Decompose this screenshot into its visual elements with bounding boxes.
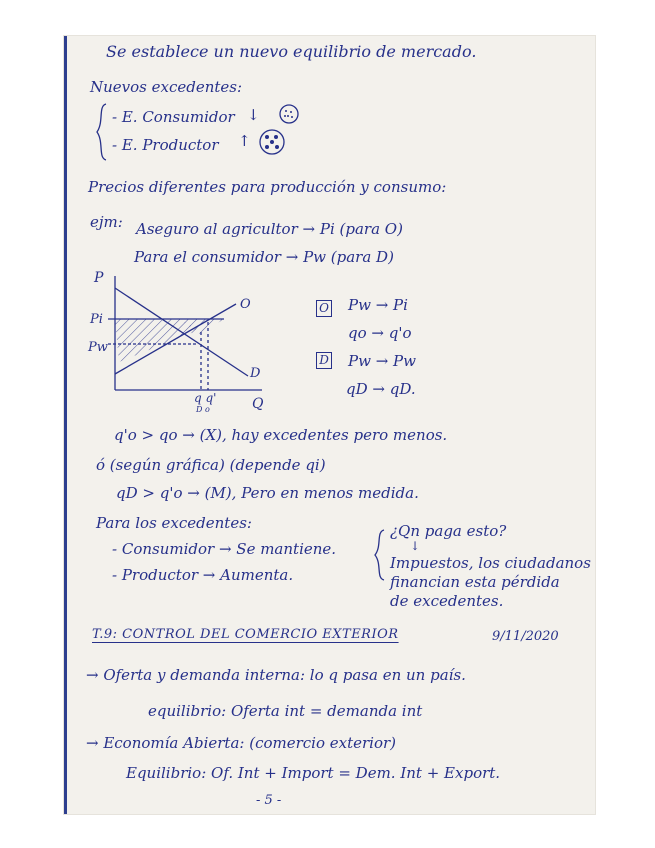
supply-row-price: Pw → Pi xyxy=(348,296,408,314)
dotted-circle-icon xyxy=(278,103,300,125)
line-open-economy: → Economía Abierta: (comercio exterior) xyxy=(86,734,397,752)
question-who-pays: ¿Qn paga esto? xyxy=(390,522,507,540)
line-of-surplus: de excedentes. xyxy=(390,592,504,610)
line-consumer-maintains: - Consumidor → Se mantiene. xyxy=(112,540,337,558)
bold-dotted-circle-icon xyxy=(258,128,286,156)
arrow-down-icon: ↓ xyxy=(247,106,260,124)
left-brace-icon xyxy=(372,528,386,582)
line-open-equilibrium: Equilibrio: Of. Int + Import = Dem. Int + Export. xyxy=(126,764,501,782)
supply-demand-graph xyxy=(84,262,274,422)
line-different-prices: Precios diferentes para producción y consumo: xyxy=(88,178,447,196)
line-internal-equilibrium: equilibrio: Oferta int = demanda int xyxy=(148,702,423,720)
line-according-graph: ó (según gráfica) (depende qi) xyxy=(96,456,326,474)
tick-label-q: q q' xyxy=(194,391,217,405)
line-taxes: Impuestos, los ciudadanos xyxy=(390,554,591,572)
arrow-up-icon: ↑ xyxy=(238,132,251,150)
line-comparison-2: qD > q'o → (M), Pero en menos medida. xyxy=(116,484,419,502)
topic-heading: T.9: CONTROL DEL COMERCIO EXTERIOR xyxy=(92,627,399,642)
line-producer-increases: - Productor → Aumenta. xyxy=(112,566,294,584)
label-pw: Pw xyxy=(88,340,108,355)
tick-label-sub: D o xyxy=(196,405,210,414)
line-new-equilibrium: Se establece un nuevo equilibrio de mercado. xyxy=(106,42,477,61)
label-pi: Pi xyxy=(90,312,103,327)
line-producer-surplus: - E. Productor xyxy=(112,136,219,154)
line-for-surplus: Para los excedentes: xyxy=(96,514,252,532)
line-farmer-price: Aseguro al agricultor → Pi (para O) xyxy=(136,220,403,238)
left-brace-icon xyxy=(94,102,108,162)
line-comparison-1: q'o > qo → (X), hay excedentes pero menos. xyxy=(114,426,448,444)
supply-box: O xyxy=(316,300,332,317)
line-example-label: ejm: xyxy=(90,213,123,231)
arrow-down-icon: ↓ xyxy=(410,539,421,553)
demand-label: D xyxy=(250,366,261,381)
heading-date: 9/11/2020 xyxy=(492,629,559,644)
line-consumer-surplus: - E. Consumidor xyxy=(112,108,235,126)
line-consumer-price: Para el consumidor → Pw (para D) xyxy=(134,248,394,266)
axis-label-q: Q xyxy=(252,396,264,412)
demand-box: D xyxy=(316,352,332,369)
demand-row-quantity: qD → qD. xyxy=(346,380,416,398)
line-new-surplus: Nuevos excedentes: xyxy=(90,78,243,96)
demand-row-price: Pw → Pw xyxy=(348,352,416,370)
supply-row-quantity: qo → q'o xyxy=(348,324,412,342)
hatched-area-left xyxy=(115,319,199,362)
page-number: - 5 - xyxy=(256,793,282,808)
supply-label: O xyxy=(240,297,251,312)
line-internal-supply-demand: → Oferta y demanda interna: lo q pasa en un país. xyxy=(86,666,466,684)
line-finance-loss: financian esta pérdida xyxy=(390,573,560,591)
axis-label-p: P xyxy=(94,270,104,286)
